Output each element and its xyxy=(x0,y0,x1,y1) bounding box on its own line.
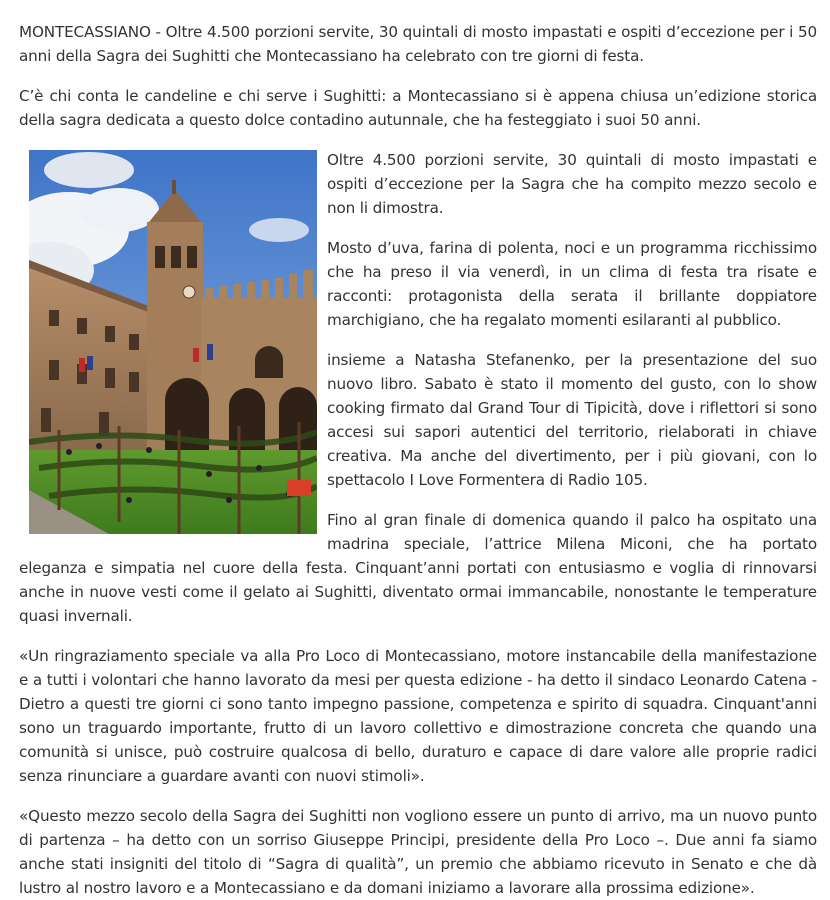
article-paragraph-quote-mayor: «Un ringraziamento speciale va alla Pro Loco di Montecassiano, motore instancabile della manifestazione e a tutti i volontari che hanno lavorato da mesi per questa edizione - ha detto il sindaco Leonardo Catena - Dietro a questi tre giorni ci sono tanto impegno passione, competenza e spirito di squadra. Cinquant'anni sono un traguardo importante, frutto di un lavoro collettivo e dimostrazione concreta che quando una comunità si unisce, può costruire qualcosa di bello, duraturo e capace di dare valore alle proprie radici senza rinunciare a guardare avanti con nuovi stimoli». xyxy=(19,647,817,785)
article-paragraph: Oltre 4.500 porzioni servite, 30 quintali di mosto impastati e ospiti d’eccezione per la Sagra che ha compito mezzo secolo e non li dimostra. xyxy=(327,151,817,217)
article-paragraph-lead: MONTECASSIANO - Oltre 4.500 porzioni servite, 30 quintali di mosto impastati e ospiti d’eccezione per i 50 anni della Sagra dei Sughitti che Montecassiano ha celebrato con tre giorni di festa. xyxy=(19,23,817,65)
article-paragraph: insieme a Natasha Stefanenko, per la presentazione del suo nuovo libro. Sabato è stato il momento del gusto, con lo show cooking firmato dal Grand Tour di Tipicità, dove i riflettori si sono accesi sui sapori autentici del territorio, rielaborati in chiave creativa. Ma anche del divertimento, per i più giovani, con lo spettacolo I Love Formentera di Radio 105. xyxy=(327,351,817,489)
article-paragraph: C’è chi conta le candeline e chi serve i Sughitti: a Montecassiano si è appena chiusa un’edizione storica della sagra dedicata a questo dolce contadino autunnale, che ha festeggiato i suoi 50 anni. xyxy=(19,87,817,129)
article-paragraph: Fino al gran finale di domenica quando il palco ha ospitato una madrina speciale, l’attrice Milena Miconi, che ha portato eleganza e simpatia nel cuore della festa. Cinquant’anni portati con entusiasmo e voglia di rinnovarsi anche in nuove vesti come il gelato ai Sughitti, diventato ormai immancabile, nonostante le temperature quasi invernali. xyxy=(19,511,817,625)
article-photo-town-square[interactable] xyxy=(29,150,317,534)
article-paragraph-quote-president: «Questo mezzo secolo della Sagra dei Sughitti non vogliono essere un punto di arrivo, ma un nuovo punto di partenza – ha detto con un sorriso Giuseppe Principi, presidente della Pro Loco –. Due anni fa siamo anche stati insigniti del titolo di “Sagra di qualità”, un premio che abbiamo ricevuto in Senato e che dà lustro al nostro lavoro e a Montecassiano e da domani iniziamo a lavorare alla prossima edizione». xyxy=(19,807,817,897)
article-paragraph: Mosto d’uva, farina di polenta, noci e un programma ricchissimo che ha preso il via venerdì, in un clima di festa tra risate e racconti: protagonista della serata il brillante doppiatore marchigiano, che ha regalato momenti esilaranti al pubblico. xyxy=(327,239,817,329)
